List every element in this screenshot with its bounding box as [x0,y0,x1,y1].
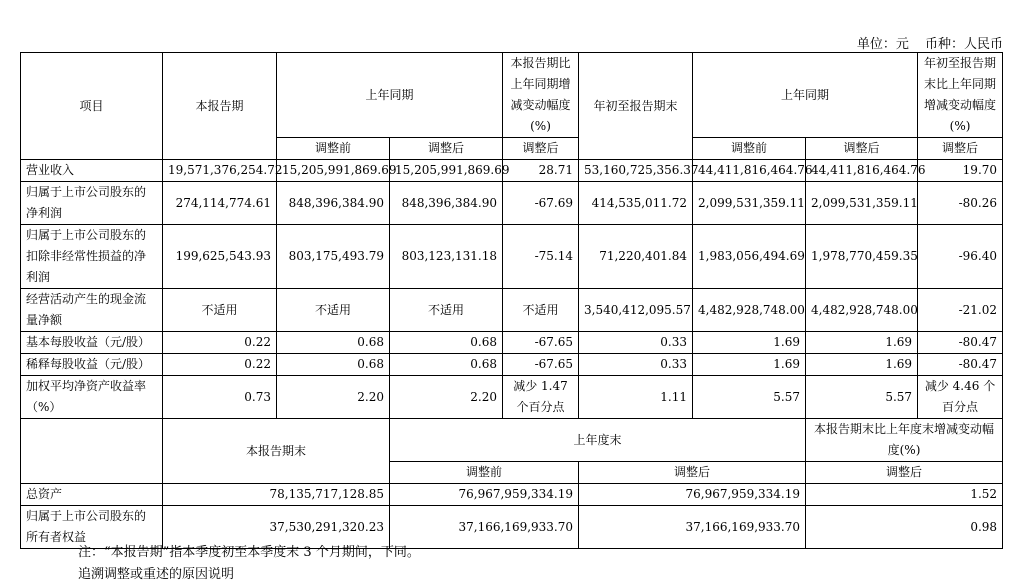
table-row [21,332,1003,354]
cell-value: 76,967,959,334.19 [579,484,806,506]
cell-value: 1.69 [806,332,918,354]
row-label: 稀释每股收益（元/股） [21,354,163,376]
header-current-period: 本报告期 [163,53,277,160]
balance-header-last-year-end: 上年度末 [390,419,806,462]
cell-value: 848,396,384.90 [390,182,503,225]
balance-header-empty [21,419,163,484]
table-row [21,182,1003,225]
header-after-adj: 调整后 [390,138,503,160]
row-label: 加权平均净资产收益率（%） [21,376,163,419]
cell-value: 0.22 [163,332,277,354]
cell-value: -80.47 [918,354,1003,376]
cell-value: 71,220,401.84 [579,225,693,289]
header-change-pct-ytd: 年初至报告期末比上年同期增减变动幅度(%) [918,53,1003,138]
header-item: 项目 [21,53,163,160]
cell-value: 0.68 [390,332,503,354]
cell-value: 803,175,493.79 [277,225,390,289]
cell-value: 1.69 [693,354,806,376]
header-ytd: 年初至报告期末 [579,53,693,160]
cell-value: -21.02 [918,289,1003,332]
cell-value: 2,099,531,359.11 [693,182,806,225]
table-row [21,376,1003,419]
header-change-pct-period: 本报告期比上年同期增减变动幅度(%) [503,53,579,138]
header-before-adj-2: 调整前 [693,138,806,160]
cell-value: 44,411,816,464.76 [806,160,918,182]
header-after-adj-change-2: 调整后 [918,138,1003,160]
header-last-year-same-period-2: 上年同期 [693,53,918,138]
header-after-adj-2: 调整后 [806,138,918,160]
cell-value: 1.52 [806,484,1003,506]
footnote-period-definition: 注：“本报告期”指本季度初至本季度末 3 个月期间，下同。 [78,545,420,560]
cell-value: -80.26 [918,182,1003,225]
cell-value: 1.69 [806,354,918,376]
cell-value: 4,482,928,748.00 [693,289,806,332]
cell-value: 1,983,056,494.69 [693,225,806,289]
cell-value: 28.71 [503,160,579,182]
cell-value: 274,114,774.61 [163,182,277,225]
cell-value: 53,160,725,356.37 [579,160,693,182]
cell-value: 不适用 [163,289,277,332]
cell-value: 0.68 [277,332,390,354]
cell-value: 减少 4.46 个百分点 [918,376,1003,419]
cell-value: -75.14 [503,225,579,289]
cell-value: 414,535,011.72 [579,182,693,225]
header-before-adj: 调整前 [277,138,390,160]
table-row [21,160,1003,182]
cell-value: 15,205,991,869.69 [390,160,503,182]
cell-value: 不适用 [277,289,390,332]
unit-label: 单位：元 [856,37,909,52]
row-label: 归属于上市公司股东的所有者权益 [21,506,163,549]
cell-value: 78,135,717,128.85 [163,484,390,506]
balance-header-before-adj: 调整前 [390,462,579,484]
cell-value: 44,411,816,464.76 [693,160,806,182]
table-row [21,354,1003,376]
cell-value: 0.68 [390,354,503,376]
cell-value: 3,540,412,095.57 [579,289,693,332]
row-label: 营业收入 [21,160,163,182]
row-label: 总资产 [21,484,163,506]
balance-header-change-pct: 本报告期末比上年度末增减变动幅度(%) [806,419,1003,462]
cell-value: 1,978,770,459.35 [806,225,918,289]
cell-value: 37,530,291,320.23 [163,506,390,549]
row-label: 归属于上市公司股东的净利润 [21,182,163,225]
cell-value: -80.47 [918,332,1003,354]
cell-value: 19,571,376,254.72 [163,160,277,182]
currency-label: 币种：人民币 [924,37,1003,52]
cell-value: 37,166,169,933.70 [579,506,806,549]
cell-value: -67.69 [503,182,579,225]
cell-value: 0.33 [579,354,693,376]
cell-value: 5.57 [693,376,806,419]
cell-value: 2.20 [390,376,503,419]
cell-value: -67.65 [503,332,579,354]
cell-value: 1.11 [579,376,693,419]
cell-value: 0.22 [163,354,277,376]
balance-header-row-1 [21,419,1003,462]
cell-value: 76,967,959,334.19 [390,484,579,506]
cell-value: 848,396,384.90 [277,182,390,225]
footnote-retroactive-adjustment: 追溯调整或重述的原因说明 [78,567,235,582]
cell-value: 15,205,991,869.69 [277,160,390,182]
cell-value: 0.73 [163,376,277,419]
row-label: 归属于上市公司股东的扣除非经常性损益的净利润 [21,225,163,289]
cell-value: 不适用 [390,289,503,332]
cell-value: 1.69 [693,332,806,354]
header-last-year-same-period: 上年同期 [277,53,503,138]
table-row [21,225,1003,289]
cell-value: 0.33 [579,332,693,354]
cell-value: 0.68 [277,354,390,376]
balance-header-after-adj-change: 调整后 [806,462,1003,484]
cell-value: 199,625,543.93 [163,225,277,289]
table-row [21,289,1003,332]
cell-value: -96.40 [918,225,1003,289]
cell-value: -67.65 [503,354,579,376]
cell-value: 2,099,531,359.11 [806,182,918,225]
cell-value: 37,166,169,933.70 [390,506,579,549]
header-after-adj-change: 调整后 [503,138,579,160]
balance-header-period-end: 本报告期末 [163,419,390,484]
cell-value: 803,123,131.18 [390,225,503,289]
row-label: 基本每股收益（元/股） [21,332,163,354]
cell-value: 4,482,928,748.00 [806,289,918,332]
cell-value: 5.57 [806,376,918,419]
cell-value: 不适用 [503,289,579,332]
row-label: 经营活动产生的现金流量净额 [21,289,163,332]
cell-value: 0.98 [806,506,1003,549]
cell-value: 19.70 [918,160,1003,182]
cell-value: 减少 1.47 个百分点 [503,376,579,419]
balance-row [21,484,1003,506]
cell-value: 2.20 [277,376,390,419]
header-row-1 [21,53,1003,138]
financial-data-table [20,52,1003,549]
unit-currency-line [845,33,1003,52]
balance-header-after-adj: 调整后 [579,462,806,484]
